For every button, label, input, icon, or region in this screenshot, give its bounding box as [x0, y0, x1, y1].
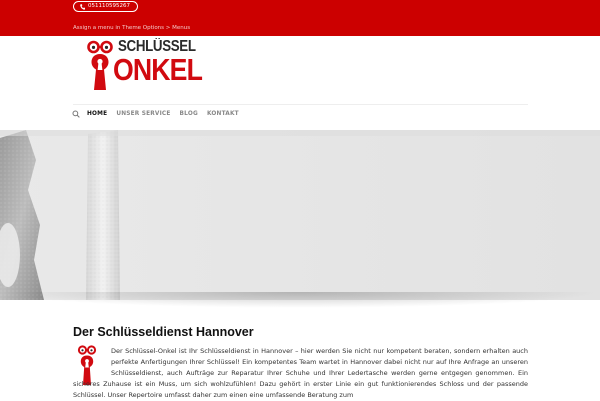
hero-shadow: [0, 292, 600, 308]
page-title: Der Schlüsseldienst Hannover: [73, 325, 254, 339]
main-navigation: [72, 108, 248, 120]
phone-icon: [80, 4, 85, 10]
phone-button[interactable]: [73, 1, 138, 12]
nav-item-unser-service[interactable]: UNSER SERVICE: [116, 111, 171, 117]
key-man-logo-icon: [85, 40, 115, 92]
content-paragraph: [73, 346, 528, 401]
nav-item-kontakt[interactable]: KONTAKT: [206, 111, 239, 117]
content-paragraph-text: Der Schlüssel-Onkel ist Ihr Schlüsseldienst in Hannover – hier werden Sie nicht nur kompetent beraten, sondern erhalten auch perfekte Anfertigungen Ihrer Schlüssel! Ein kompetentes Team wartet in Hannover dabei nicht nur auf Ihre Anfrage an unseren Schlüsseldienst, auch Aufträge zur Reparatur Ihrer Schuhe und Ihrer Ledertasche werden gerne entgegen genommen. Ein sicheres Zuhause ist ein Muss, um sich wohlzufühlen! Dazu gehört in erster Linie ein gut funktionierendes Schloss und der passende Schlüssel. Unser Repertoire umfasst daher zum einen eine umfassende Beratung zum: [73, 347, 528, 399]
nav-item-blog[interactable]: BLOG: [179, 111, 198, 117]
hero-image: [0, 130, 600, 300]
search-icon[interactable]: [72, 110, 80, 118]
nav-divider: [73, 104, 528, 105]
assign-menu-link[interactable]: Assign a menu in Theme Options > Menus: [73, 25, 191, 31]
phone-number: 051110595267: [88, 3, 130, 9]
nav-item-home[interactable]: HOME: [87, 111, 108, 117]
top-bar: [0, 0, 600, 36]
logo-text-schluessel: SCHLÜSSEL: [118, 38, 196, 55]
logo-text-onkel: ONKEL: [113, 52, 203, 87]
paragraph-icon-spacer: [73, 346, 111, 379]
site-logo[interactable]: [82, 37, 203, 95]
hero-keys-photo: [0, 130, 600, 300]
